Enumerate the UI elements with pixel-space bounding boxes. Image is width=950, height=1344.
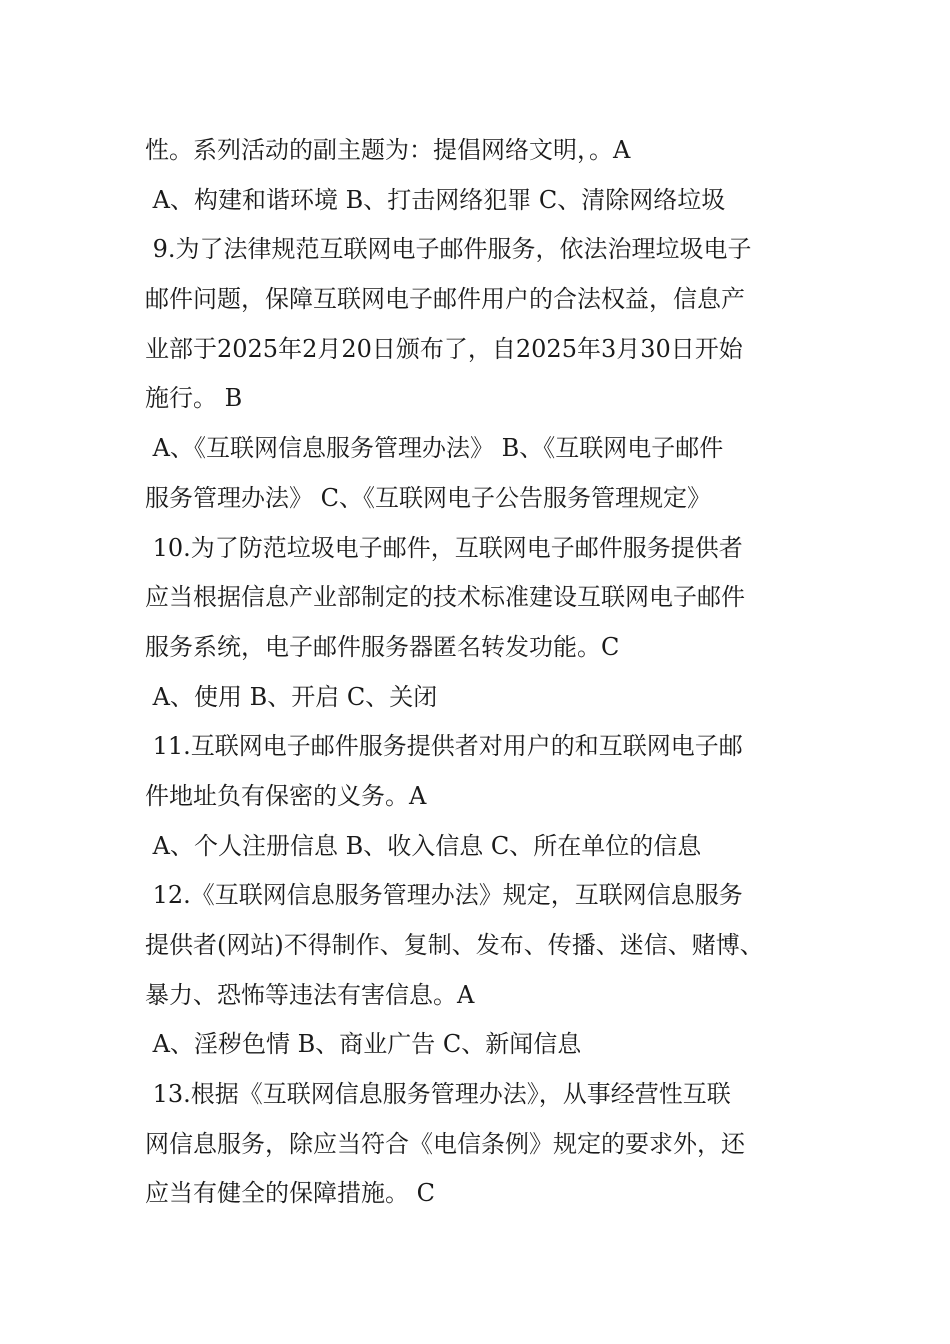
text-line: 件地址负有保密的义务。A	[145, 781, 427, 810]
text-line: 服务管理办法》 C、《互联网电子公告服务管理规定》	[145, 483, 711, 512]
text-line: A、个人注册信息 B、收入信息 C、所在单位的信息	[145, 831, 702, 860]
text-line: A、构建和谐环境 B、打击网络犯罪 C、清除网络垃圾	[145, 185, 726, 214]
text-line: A、淫秽色情 B、商业广告 C、新闻信息	[145, 1030, 582, 1059]
text-line: 13.根据《互联网信息服务管理办法》，从事经营性互联	[145, 1080, 731, 1109]
text-line: 应当有健全的保障措施。 C	[145, 1179, 435, 1208]
text-line: 应当根据信息产业部制定的技术标准建设互联网电子邮件	[145, 583, 745, 612]
text-line: 网信息服务，除应当符合《电信条例》规定的要求外，还	[145, 1129, 745, 1158]
text-line: 提供者(网站)不得制作、复制、发布、传播、迷信、赌博、	[145, 931, 764, 959]
text-line: A、使用 B、开启 C、关闭	[145, 682, 438, 711]
text-line: 邮件问题，保障互联网电子邮件用户的合法权益，信息产	[145, 285, 745, 314]
document-body	[145, 126, 845, 1219]
text-line: 施行。 B	[145, 384, 243, 413]
text-line: 10.为了防范垃圾电子邮件，互联网电子邮件服务提供者	[145, 533, 743, 562]
text-line: 9.为了法律规范互联网电子邮件服务，依法治理垃圾电子	[145, 235, 752, 264]
text-line: 性。系列活动的副主题为：提倡网络文明，。A	[145, 136, 631, 164]
text-line: 业部于2025年2月20日颁布了，自2025年3月30日开始	[145, 334, 743, 363]
text-line: A、《互联网信息服务管理办法》 B、《互联网电子邮件	[145, 434, 724, 463]
text-line: 暴力、恐怖等违法有害信息。A	[145, 980, 475, 1009]
text-line: 服务系统，电子邮件服务器匿名转发功能。C	[145, 632, 620, 661]
text-line: 11.互联网电子邮件服务提供者对用户的和互联网电子邮	[145, 732, 743, 761]
text-line: 12.《互联网信息服务管理办法》规定，互联网信息服务	[145, 881, 743, 910]
